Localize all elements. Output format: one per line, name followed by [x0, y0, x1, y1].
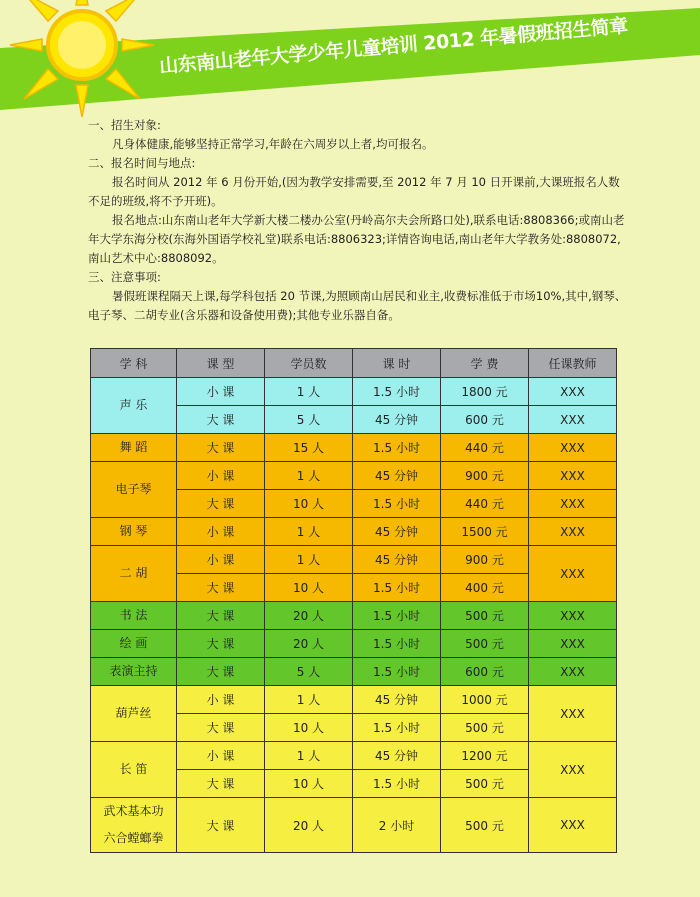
column-header: 学 费: [441, 349, 529, 378]
fee-cell: 500 元: [441, 770, 529, 798]
fee-cell: 600 元: [441, 658, 529, 686]
student-count-cell: 5 人: [265, 658, 353, 686]
fee-cell: 500 元: [441, 630, 529, 658]
table-row: [91, 742, 617, 770]
fee-cell: 900 元: [441, 546, 529, 574]
duration-cell: 1.5 小时: [353, 630, 441, 658]
duration-cell: 1.5 小时: [353, 490, 441, 518]
teacher-cell: XXX: [529, 546, 617, 602]
section-paragraph: 暑假班课程隔天上课,每学科包括 20 节课,为照顾南山居民和业主,收费标准低于市场10%,其中,钢琴、电子琴、二胡专业(含乐器和设备使用费);其他专业乐器自备。: [88, 289, 627, 322]
student-count-cell: 10 人: [265, 714, 353, 742]
subject-cell: 钢 琴: [91, 518, 177, 546]
fee-cell: 400 元: [441, 574, 529, 602]
duration-cell: 1.5 小时: [353, 574, 441, 602]
course-type-cell: 小 课: [177, 546, 265, 574]
student-count-cell: 1 人: [265, 462, 353, 490]
duration-cell: 45 分钟: [353, 686, 441, 714]
course-type-cell: 小 课: [177, 742, 265, 770]
table-row: [91, 546, 617, 574]
subject-cell: 舞 蹈: [91, 434, 177, 462]
table-row: [91, 686, 617, 714]
student-count-cell: 10 人: [265, 770, 353, 798]
table-row: [91, 602, 617, 630]
subject-cell: 绘 画: [91, 630, 177, 658]
column-header: 任课教师: [529, 349, 617, 378]
header-banner: [0, 0, 700, 120]
teacher-cell: XXX: [529, 658, 617, 686]
student-count-cell: 1 人: [265, 546, 353, 574]
column-header: 课 型: [177, 349, 265, 378]
fee-cell: 1200 元: [441, 742, 529, 770]
table-row: [91, 462, 617, 490]
course-type-cell: 小 课: [177, 686, 265, 714]
fee-cell: 500 元: [441, 714, 529, 742]
section-paragraph: 报名地点:山东南山老年大学新大楼二楼办公室(丹岭高尔夫会所路口处),联系电话:8808366;或南山老年大学东海分校(东海外国语学校礼堂)联系电话:8806323;详情咨询电话,南山老年大学教务处:8808072,南山艺术中心:8808092。: [88, 213, 625, 265]
duration-cell: 45 分钟: [353, 462, 441, 490]
fee-cell: 600 元: [441, 406, 529, 434]
column-header: 学员数: [265, 349, 353, 378]
course-type-cell: 小 课: [177, 462, 265, 490]
student-count-cell: 20 人: [265, 602, 353, 630]
teacher-cell: XXX: [529, 490, 617, 518]
student-count-cell: 20 人: [265, 798, 353, 853]
table-header-row: [91, 349, 617, 378]
table-row: [91, 630, 617, 658]
course-type-cell: 大 课: [177, 714, 265, 742]
course-type-cell: 小 课: [177, 378, 265, 406]
teacher-cell: XXX: [529, 406, 617, 434]
fee-cell: 1000 元: [441, 686, 529, 714]
teacher-cell: XXX: [529, 742, 617, 798]
column-header: 课 时: [353, 349, 441, 378]
section-paragraph: 报名时间从 2012 年 6 月份开始,(因为教学安排需要,至 2012 年 7 月 10 日开课前,大课班报名人数不足的班级,将不予开班)。: [88, 175, 620, 208]
course-type-cell: 大 课: [177, 602, 265, 630]
duration-cell: 45 分钟: [353, 518, 441, 546]
fee-cell: 500 元: [441, 798, 529, 853]
teacher-cell: XXX: [529, 686, 617, 742]
duration-cell: 1.5 小时: [353, 378, 441, 406]
duration-cell: 45 分钟: [353, 546, 441, 574]
subject-cell: 声 乐: [91, 378, 177, 434]
student-count-cell: 20 人: [265, 630, 353, 658]
table-row: [91, 798, 617, 853]
student-count-cell: 5 人: [265, 406, 353, 434]
teacher-cell: XXX: [529, 378, 617, 406]
page-title: 山东南山老年大学少年儿童培训 2012 年暑假班招生简章: [158, 15, 629, 78]
duration-cell: 1.5 小时: [353, 602, 441, 630]
fee-cell: 1500 元: [441, 518, 529, 546]
teacher-cell: XXX: [529, 434, 617, 462]
duration-cell: 1.5 小时: [353, 434, 441, 462]
subject-cell: 二 胡: [91, 546, 177, 602]
course-type-cell: 大 课: [177, 434, 265, 462]
notice-body: [88, 116, 628, 325]
student-count-cell: 15 人: [265, 434, 353, 462]
subject-cell: 书 法: [91, 602, 177, 630]
course-type-cell: 大 课: [177, 798, 265, 853]
section-heading: 一、招生对象:: [88, 118, 161, 132]
subject-cell: 武术基本功 六合螳螂拳: [91, 798, 177, 853]
table-row: [91, 658, 617, 686]
subject-cell: 电子琴: [91, 462, 177, 518]
fee-cell: 900 元: [441, 462, 529, 490]
fee-cell: 500 元: [441, 602, 529, 630]
teacher-cell: XXX: [529, 602, 617, 630]
table-row: [91, 434, 617, 462]
course-fee-table: [90, 348, 617, 853]
subject-cell: 葫芦丝: [91, 686, 177, 742]
duration-cell: 45 分钟: [353, 406, 441, 434]
duration-cell: 1.5 小时: [353, 658, 441, 686]
student-count-cell: 1 人: [265, 686, 353, 714]
fee-cell: 440 元: [441, 434, 529, 462]
student-count-cell: 1 人: [265, 518, 353, 546]
teacher-cell: XXX: [529, 462, 617, 490]
teacher-cell: XXX: [529, 630, 617, 658]
column-header: 学 科: [91, 349, 177, 378]
course-type-cell: 大 课: [177, 630, 265, 658]
duration-cell: 45 分钟: [353, 742, 441, 770]
course-type-cell: 大 课: [177, 658, 265, 686]
fee-cell: 440 元: [441, 490, 529, 518]
course-type-cell: 大 课: [177, 770, 265, 798]
table-row: [91, 518, 617, 546]
course-type-cell: 小 课: [177, 518, 265, 546]
table-row: [91, 378, 617, 406]
fee-cell: 1800 元: [441, 378, 529, 406]
course-type-cell: 大 课: [177, 406, 265, 434]
subject-cell: 表演主持: [91, 658, 177, 686]
student-count-cell: 1 人: [265, 742, 353, 770]
teacher-cell: XXX: [529, 518, 617, 546]
student-count-cell: 10 人: [265, 574, 353, 602]
course-type-cell: 大 课: [177, 574, 265, 602]
teacher-cell: XXX: [529, 798, 617, 853]
course-type-cell: 大 课: [177, 490, 265, 518]
student-count-cell: 1 人: [265, 378, 353, 406]
section-paragraph: 凡身体健康,能够坚持正常学习,年龄在六周岁以上者,均可报名。: [112, 137, 434, 151]
duration-cell: 2 小时: [353, 798, 441, 853]
table-body: [91, 378, 617, 853]
section-heading: 二、报名时间与地点:: [88, 156, 196, 170]
subject-cell: 长 笛: [91, 742, 177, 798]
duration-cell: 1.5 小时: [353, 714, 441, 742]
student-count-cell: 10 人: [265, 490, 353, 518]
section-heading: 三、注意事项:: [88, 270, 161, 284]
duration-cell: 1.5 小时: [353, 770, 441, 798]
